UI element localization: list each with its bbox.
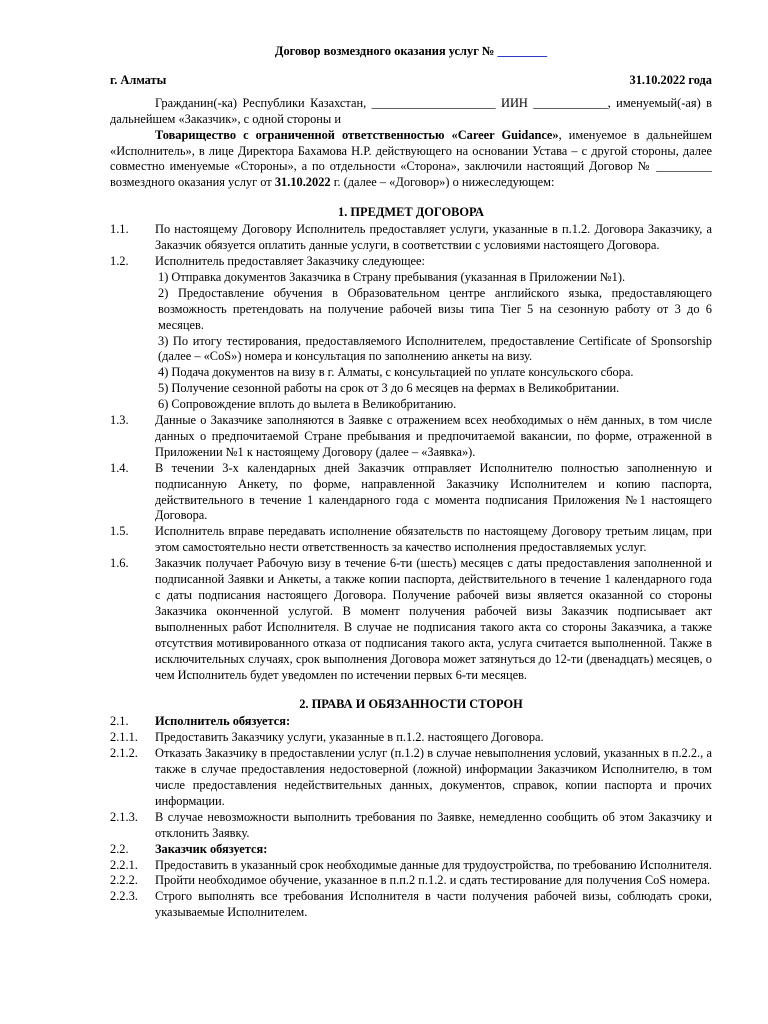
clause-number: 2.2.1. [110, 857, 138, 872]
clause-1-5 [110, 524, 712, 556]
clause-1-4 [110, 461, 712, 525]
clause-number: 2.1.1. [110, 730, 138, 745]
clause-number: 1.5. [110, 524, 129, 539]
clause-1-2 [110, 254, 712, 270]
intro-text-a: , именуемое в дальнейшем «Исполнитель», в лице Директора Бахамова Н.Р. действующего на основании Устава – с другой стороны, далее совместно именуемые «Стороны», а по отдельности «Сторона», заключили настоящий Договор № _________ возмездного оказания услуг от [110, 127, 712, 190]
clause-text: Исполнитель вправе передавать исполнение обязательств по настоящему Договору третьим лицам, при этом самостоятельно нести ответственность за качество исполнения предоставляемых услуг. [155, 524, 712, 555]
clause-text: Отказать Заказчику в предоставлении услуг (п.1.2) в случае невыполнения условий, указанных в п.2.2., а также в случае предоставления недостоверной (ложной) информации Заказчиком Исполнителю, в том числе предоставления недействительных данных, документов, справок, копии паспорта и прочих информации. [155, 746, 712, 808]
service-item-5: 5) Получение сезонной работы на срок от 3 до 6 месяцев на фермах в Великобритании. [158, 381, 620, 396]
intro-paragraph-2 [110, 128, 712, 192]
clause-1-1 [110, 222, 712, 254]
clause-text: Пройти необходимое обучение, указанное в п.п.2 п.1.2. и сдать тестирование для получения CoS номера. [155, 873, 711, 888]
clause-number: 1.4. [110, 460, 129, 475]
company-name: Товарищество с ограниченной ответственностью «Career Guidance» [155, 127, 559, 142]
city: г. Алматы [110, 72, 167, 87]
service-item-3: 3) По итогу тестирования, предоставляемого Исполнителем, предоставление Certificate of Sponsorship (далее – «CoS») номера и консультация по заполнению анкеты на визу. [158, 333, 712, 364]
section-1-heading: 1. ПРЕДМЕТ ДОГОВОРА [338, 205, 484, 220]
clause-text: В течении 3-х календарных дней Заказчик отправляет Исполнителю полностью заполненную и подписанную Анкету, по форме, направленной Заказчику Исполнителем и копию паспорта, действительного в течение 1 календарного года с момента подписания Приложения №1 настоящего Договора. [155, 460, 712, 523]
clause-number: 2.1.2. [110, 746, 138, 761]
clause-number: 1.3. [110, 413, 129, 428]
clause-text: Предоставить в указанный срок необходимые данные для трудоустройства, по требованию Исполнителя. [155, 857, 712, 872]
clause-number: 1.6. [110, 556, 129, 571]
service-item-2: 2) Предоставление обучения в Образовательном центре английского языка, предоставляющего возможность претендовать на получение рабочей визы типа Tier 5 на сезонную работу от 3 до 6 месяцев. [158, 285, 712, 332]
service-item-4: 4) Подача документов на визу в г. Алматы, с консультацией по уплате консульского сбора. [158, 365, 634, 380]
contract-number-blank: ________ [497, 44, 548, 58]
clause-2-2-1 [110, 858, 712, 874]
intro-date: 31.10.2022 [274, 175, 331, 190]
clause-2-2-2 [110, 873, 712, 889]
clause-text: Данные о Заказчике заполняются в Заявке с отражением всех необходимых о нём данных, в том числе данных о предпочитаемой Стране пребывания и предпочитаемой вакансии, по форме, отраженной в Приложении №1 к настоящему Договору (далее – «Заявка»). [155, 413, 712, 459]
clause-number: 2.2. [110, 841, 129, 856]
title-text: Договор возмездного оказания услуг № [274, 44, 495, 58]
clause-2-1-2 [110, 746, 712, 810]
clause-text: Предоставить Заказчику услуги, указанные в п.1.2. настоящего Договора. [155, 730, 544, 745]
clause-text: Заказчик обязуется: [155, 841, 268, 856]
clause-text: Заказчик получает Рабочую визу в течение 6-ти (шесть) месяцев с даты предоставления заполненной и подписанной Заявки и Анкеты, а также копии паспорта, действительного в течение 1 календарного года с даты подписания настоящего Договора. Получение рабочей визы является оказанной со стороны Заказчика оконченной услугой. В момент получения рабочей визы Заказчик подписывает акт выполненных работ Исполнителя. В случае не подписания такого акта со стороны Заказчика, а также отсутствия мотивированного отказа от подписания такого акта, услуга считается выполненной. Также в исключительных случаях, срок выполнения Договора может затянуться до 12-ти (двенадцать) месяцев, о чем Исполнитель будет уведомлен по истечении первых 6-ти месяцев. [155, 556, 712, 682]
clause-1-6 [110, 556, 712, 683]
intro-text-b: г. (далее – «Договор») о нижеследующем: [330, 175, 555, 190]
service-item-1: 1) Отправка документов Заказчика в Страну пребывания (указанная в Приложении №1). [158, 269, 626, 284]
clause-1-3 [110, 413, 712, 461]
clause-2-1-3 [110, 810, 712, 842]
clause-text: Исполнитель предоставляет Заказчику следующее: [155, 253, 425, 268]
clause-number: 2.1.3. [110, 809, 138, 824]
clause-2-2 [110, 842, 712, 858]
section-2-heading: 2. ПРАВА И ОБЯЗАННОСТИ СТОРОН [299, 697, 523, 712]
clause-number: 2.2.3. [110, 889, 138, 904]
clause-text: По настоящему Договору Исполнитель предоставляет услуги, указанные в п.1.2. Договора Заказчику, а Заказчик обязуется оплатить данные услуги, в соответствии с условиями настоящего Договора. [155, 222, 712, 253]
clause-2-1 [110, 714, 712, 730]
contract-page [110, 44, 712, 921]
clause-number: 1.1. [110, 222, 129, 237]
clause-number: 2.2.2. [110, 873, 138, 888]
clause-number: 1.2. [110, 253, 129, 268]
service-item-6: 6) Сопровождение вплоть до вылета в Великобританию. [158, 397, 457, 412]
clause-text: Исполнитель обязуется: [155, 714, 291, 729]
clause-text: В случае невозможности выполнить требования по Заявке, немедленно сообщить об этом Заказчику и отклонить Заявку. [155, 809, 712, 840]
clause-text: Строго выполнять все требования Исполнителя в части получения рабочей визы, соблюдать сроки, указываемые Исполнителем. [155, 889, 712, 920]
clause-number: 2.1. [110, 714, 129, 729]
contract-date: 31.10.2022 года [629, 72, 712, 87]
city-date-line [110, 73, 712, 89]
clause-2-1-1 [110, 730, 712, 746]
intro-paragraph-1: Гражданин(-ка) Республики Казахстан, ____________________ ИИН ____________, именуемый(-ая) в дальнейшем «Заказчик», с одной стороны и [110, 95, 712, 126]
clause-2-2-3 [110, 889, 712, 921]
document-title [110, 44, 712, 60]
